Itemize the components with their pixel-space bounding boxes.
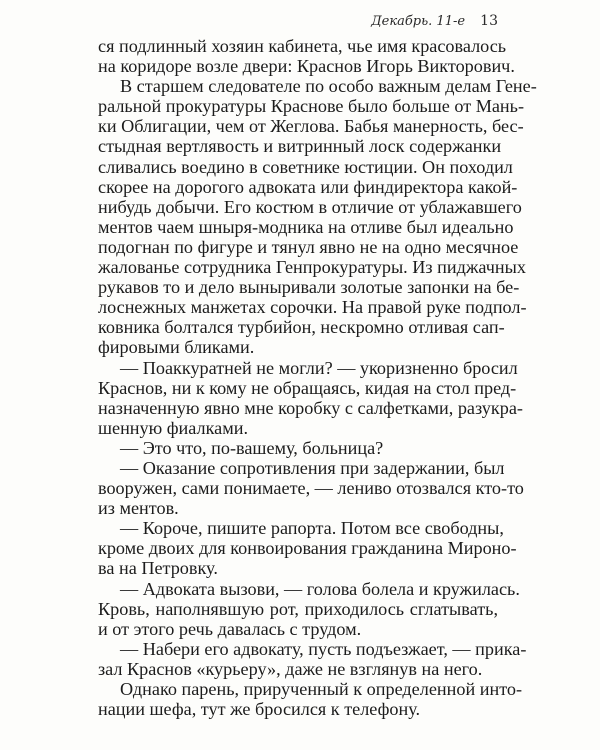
text-line: — Оказание сопротивления при задержании, был (120, 457, 505, 478)
text-line: скорее на дорогого адвоката или финдиректора какой- (98, 176, 518, 197)
paragraph (98, 36, 515, 77)
paragraph (98, 438, 498, 458)
text-line: Краснов, ни к кому не обращаясь, кидая на стол пред- (98, 377, 517, 398)
text-line: фировыми бликами. (98, 337, 255, 358)
text-line: ва на Петровку. (98, 558, 218, 579)
text-line: ся подлинный хозяин кабинета, чье имя красовалось (98, 36, 507, 56)
page-number: 13 (480, 13, 498, 29)
text-line: В старшем следователе по особо важным делам Гене- (120, 76, 537, 97)
text-line: нибудь добычи. Его костюм в отличие от ублажавшего (98, 196, 522, 217)
paragraph (98, 679, 523, 720)
text-line: ки Облигации, чем от Жеглова. Бабья манерность, бес- (98, 116, 524, 137)
text-line: ральной прокуратуры Краснове было больше от Мань- (98, 96, 525, 117)
text-line: ковника болтался турбийон, нескромно отливая сап- (98, 317, 505, 338)
text-line: подогнан по фигуре и тянул явно не на одно месячное (98, 236, 519, 257)
paragraph (98, 518, 517, 579)
text-line: Кровь, наполнявшую рот, приходилось сглатывать, (98, 598, 498, 619)
text-line: кроме двоих для конвоирования гражданина Мироно- (98, 538, 517, 559)
text-line: — Короче, пишите рапорта. Потом все свободны, (120, 518, 504, 539)
page-header (98, 10, 498, 32)
text-line: — Набери его адвокату, пусть подъезжает, — прика- (120, 638, 527, 659)
text-line: рукавов то и дело выныривали золотые запонки на бе- (98, 277, 520, 298)
text-line: из ментов. (98, 498, 179, 519)
text-line: жалованье сотрудника Генпрокуратуры. Из пиджачных (98, 257, 526, 278)
page-body-text (98, 36, 537, 720)
paragraph (98, 638, 527, 679)
text-line: шенную фиалками. (98, 417, 249, 438)
paragraph (98, 578, 520, 639)
text-line: вооружен, сами понимаете, — лениво отозвался кто-то (98, 478, 524, 499)
text-line: стыдная вертлявость и витринный лоск содержанки (98, 136, 502, 157)
text-line: ментов чаем шныря-модника на отливе был идеально (98, 216, 514, 237)
text-line: зал Краснов «курьеру», даже не взглянув на него. (98, 658, 483, 679)
text-line: на коридоре возле двери: Краснов Игорь Викторович. (98, 56, 515, 77)
text-line: сливались воедино в советнике юстиции. Он походил (98, 156, 513, 177)
running-title: Декабрь. 11-е (371, 14, 466, 29)
text-line: Однако парень, прирученный к определенной инто- (120, 679, 523, 699)
text-line: лоснежных манжетах сорочки. На правой руке подпол- (98, 297, 527, 318)
text-line: — Адвоката вызови, — голова болела и кружилась. (120, 578, 520, 599)
text-line: нации шефа, тут же бросился к телефону. (98, 699, 421, 720)
text-line: и от этого речь давалась с трудом. (98, 618, 362, 639)
text-line: назначенную явно мне коробку с салфетками, разукра- (98, 397, 523, 418)
text-line: — Это что, по-вашему, больница? (120, 437, 384, 458)
paragraph (98, 357, 523, 438)
paragraph (98, 76, 537, 358)
paragraph (98, 457, 524, 519)
text-line: — Поаккуратней не могли? — укоризненно бросил (120, 357, 518, 378)
